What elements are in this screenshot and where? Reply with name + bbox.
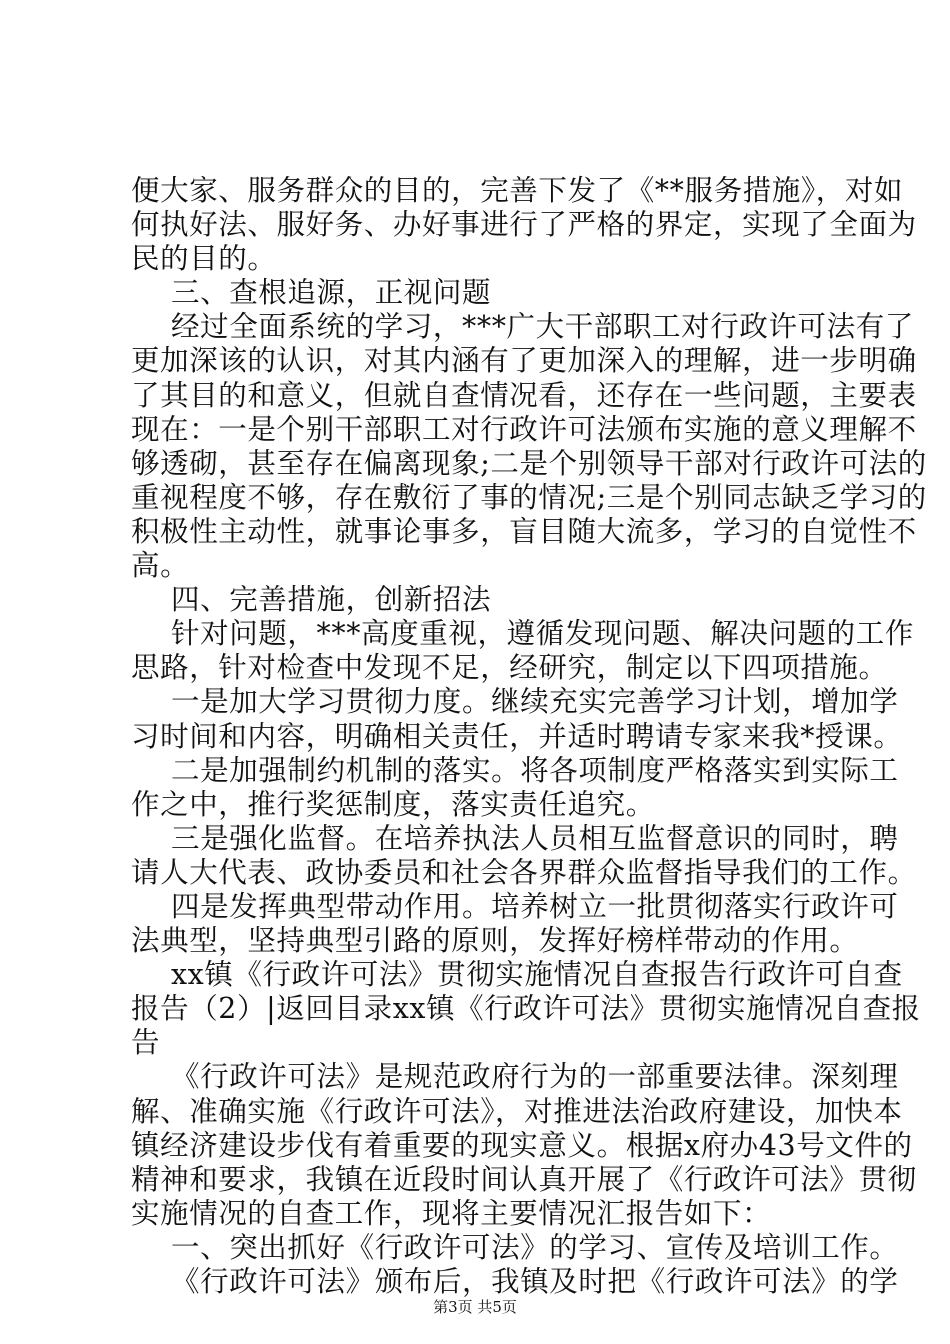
text-line: 《行政许可法》是规范政府行为的一部重要法律。深刻理 (171, 1060, 899, 1094)
text-line: 三、查根追源，正视问题 (171, 276, 492, 310)
text-line: 重视程度不够，存在敷衍了事的情况;三是个别同志缺乏学习的 (131, 480, 927, 514)
text-line: 了其目的和意义，但就自查情况看，还存在一些问题，主要表 (131, 378, 917, 412)
text-line: 法典型，坚持典型引路的原则，发挥好榜样带动的作用。 (131, 924, 859, 958)
text-line: 经过全面系统的学习，***广大干部职工对行政许可法有了 (171, 310, 914, 344)
text-line: 一、突出抓好《行政许可法》的学习、宣传及培训工作。 (171, 1230, 899, 1264)
page-footer: 第3页 共5页 (433, 1298, 517, 1316)
text-line: 告 (131, 1026, 161, 1060)
text-line: 镇经济建设步伐有着重要的现实意义。根据x府办43号文件的 (131, 1128, 913, 1162)
text-line: 更加深该的认识，对其内涵有了更加深入的理解，进一步明确 (131, 344, 917, 378)
text-line: 四是发挥典型带动作用。培养树立一批贯彻落实行政许可 (171, 889, 899, 923)
text-line: 四、完善措施，创新招法 (171, 583, 492, 617)
text-line: 请人大代表、政协委员和社会各界群众监督指导我们的工作。 (131, 855, 917, 889)
text-line: 一是加大学习贯彻力度。继续充实完善学习计划，增加学 (171, 685, 899, 719)
text-line: 报告（2）|返回目录xx镇《行政许可法》贯彻实施情况自查报 (131, 992, 921, 1026)
text-line: 针对问题，***高度重视，遵循发现问题、解决问题的工作 (171, 617, 914, 651)
text-line: 够透砌，甚至存在偏离现象;二是个别领导干部对行政许可法的 (131, 446, 927, 480)
text-line: 高。 (131, 549, 190, 583)
text-line: 思路，针对检查中发现不足，经研究，制定以下四项措施。 (131, 651, 888, 685)
text-line: 民的目的。 (131, 242, 277, 276)
text-line: 积极性主动性，就事论事多，盲目随大流多，学习的自觉性不 (131, 514, 917, 548)
document-body (131, 174, 927, 1299)
text-line: 二是加强制约机制的落实。将各项制度严格落实到实际工 (171, 753, 899, 787)
text-line: 习时间和内容，明确相关责任，并适时聘请专家来我*授课。 (131, 719, 903, 753)
text-line: 解、准确实施《行政许可法》，对推进法治政府建设，加快本 (131, 1094, 903, 1128)
text-line: 精神和要求，我镇在近段时间认真开展了《行政许可法》贯彻 (131, 1162, 917, 1196)
text-line: 作之中，推行奖惩制度，落实责任追究。 (131, 787, 655, 821)
text-line: 三是强化监督。在培养执法人员相互监督意识的同时，聘 (171, 821, 899, 855)
text-line: 实施情况的自查工作，现将主要情况汇报告如下： (131, 1196, 772, 1230)
text-line: 何执好法、服好务、办好事进行了严格的界定，实现了全面为 (131, 208, 917, 242)
text-line: 便大家、服务群众的目的，完善下发了《**服务措施》，对如 (131, 174, 904, 207)
text-line: 《行政许可法》颁布后，我镇及时把《行政许可法》的学 (171, 1265, 899, 1298)
text-line: xx镇《行政许可法》贯彻实施情况自查报告行政许可自查 (171, 958, 903, 992)
text-line: 现在：一是个别干部职工对行政许可法颁布实施的意义理解不 (131, 412, 917, 446)
